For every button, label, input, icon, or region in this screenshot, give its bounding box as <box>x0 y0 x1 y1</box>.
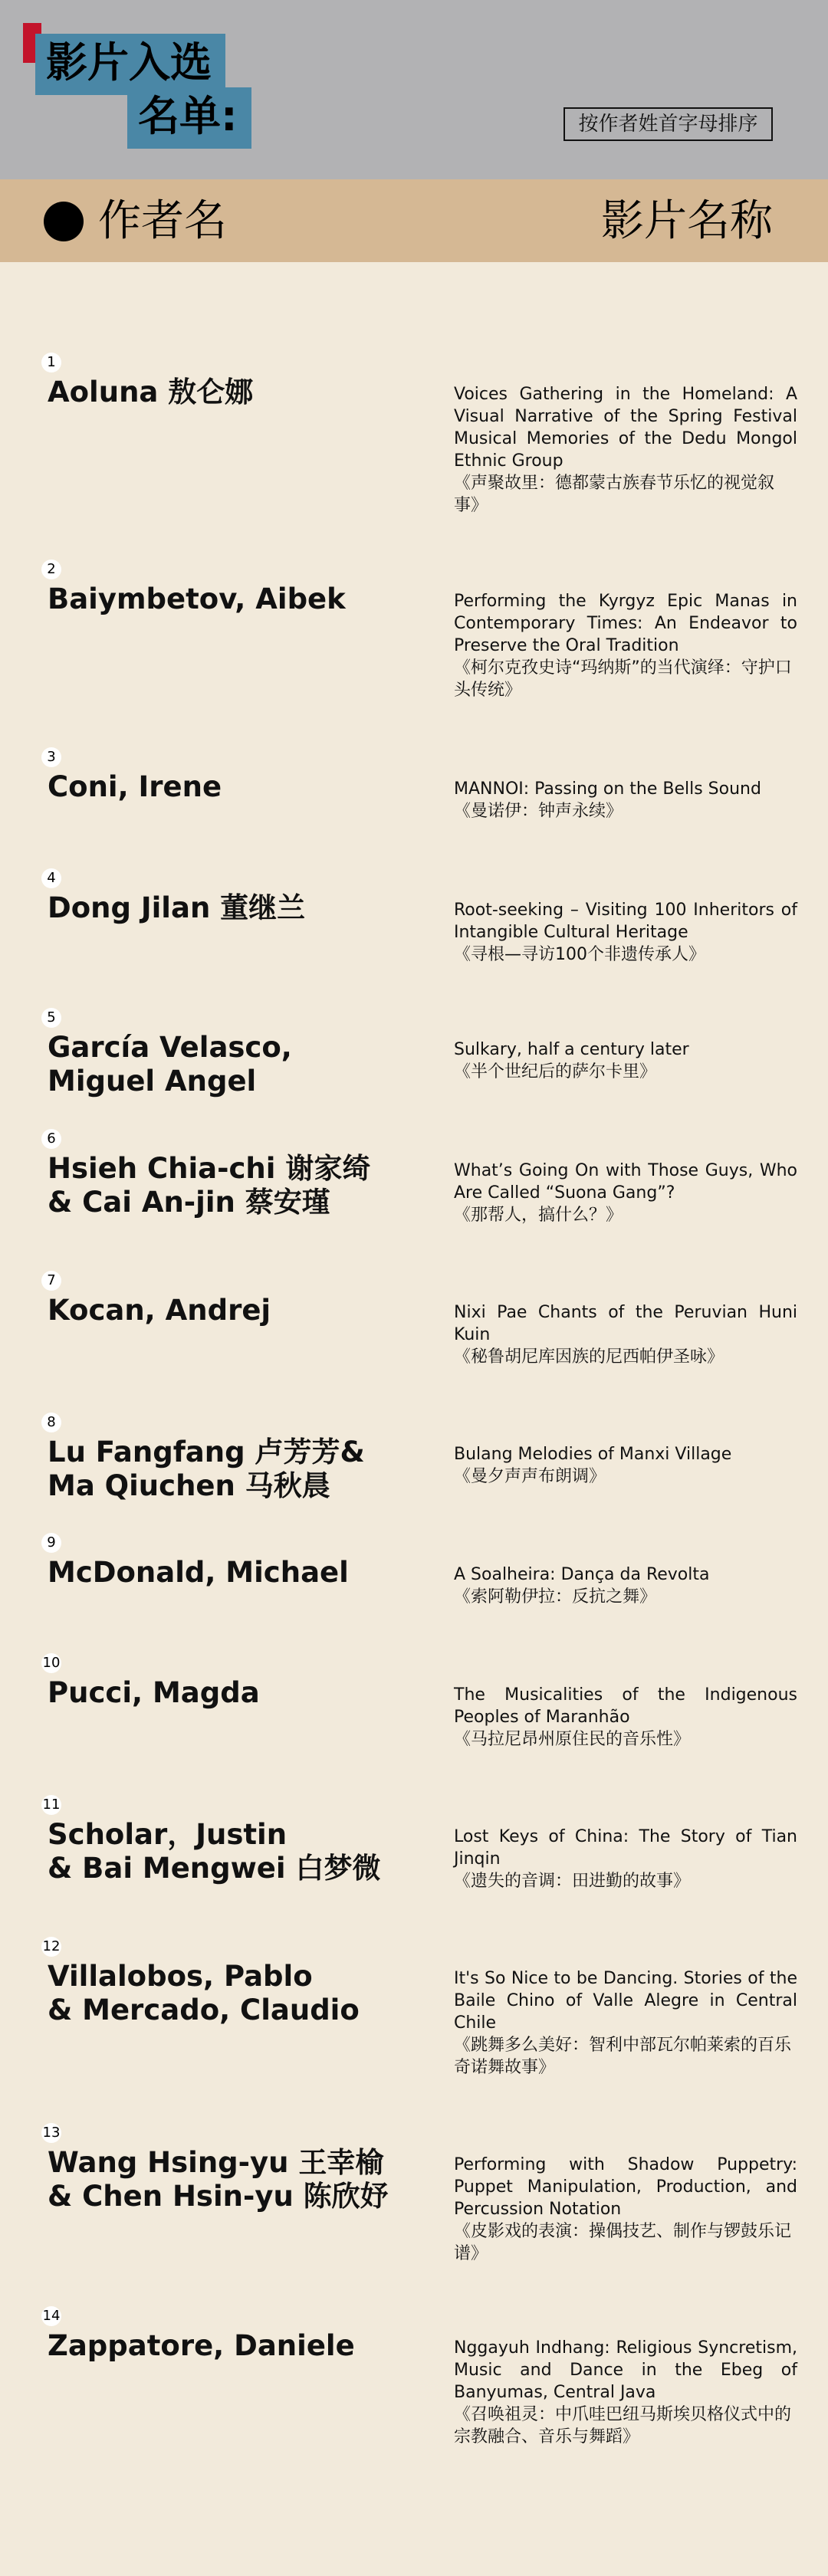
entry-number: 11 <box>41 1795 61 1815</box>
film-title-en: Performing with Shadow Puppetry: Puppet Manipulation, Production, and Percussion Notation <box>454 2155 797 2219</box>
author-name: Villalobos, Pablo & Mercado, Claudio <box>48 1960 360 2026</box>
film-title-zh: 《召唤祖灵：中爪哇巴纽马斯埃贝格仪式中的宗教融合、音乐与舞蹈》 <box>454 2405 792 2446</box>
author-name: Wang Hsing-yu 王幸榆 & Chen Hsin-yu 陈欣妤 <box>48 2146 389 2213</box>
film-title-en: Nixi Pae Chants of the Peruvian Huni Kuin <box>454 1303 797 1344</box>
entry-number: 2 <box>41 560 61 579</box>
author-name: García Velasco, Miguel Angel <box>48 1031 292 1098</box>
film-title-zh: 《马拉尼昂州原住民的音乐性》 <box>454 1730 691 1749</box>
entry-number: 4 <box>41 868 61 888</box>
entry-number: 9 <box>41 1533 61 1553</box>
film-title <box>454 1564 797 1608</box>
film-title <box>454 590 797 701</box>
author-column-header: 作者名 <box>98 196 227 246</box>
film-title-zh: 《索阿勒伊拉：反抗之舞》 <box>454 1587 657 1606</box>
author-name: Scholar，Justin & Bai Mengwei 白梦微 <box>48 1818 381 1885</box>
entry-number: 1 <box>41 353 61 372</box>
author-name: Baiymbetov, Aibek <box>48 582 346 615</box>
film-title <box>454 1160 797 1226</box>
entry-number: 12 <box>41 1937 61 1957</box>
film-title <box>454 778 797 822</box>
film-title-zh: 《曼诺伊：钟声永续》 <box>454 802 623 821</box>
film-title-en: Lost Keys of China: The Story of Tian Jinqin <box>454 1827 797 1869</box>
author-name: Aoluna 敖仑娜 <box>48 376 254 409</box>
entry-number: 13 <box>41 2123 61 2143</box>
film-title <box>454 1301 797 1368</box>
entry-number: 10 <box>41 1653 61 1673</box>
author-name: Dong Jilan 董继兰 <box>48 891 306 924</box>
film-title <box>454 899 797 966</box>
film-title-zh: 《柯尔克孜史诗“玛纳斯”的当代演绎：守护口头传统》 <box>454 658 792 700</box>
film-title-en: A Soalheira: Dança da Revolta <box>454 1565 710 1584</box>
film-title-en: Bulang Melodies of Manxi Village <box>454 1445 732 1464</box>
film-title-zh: 《曼夕声声布朗调》 <box>454 1467 606 1486</box>
film-title-zh: 《跳舞多么美好：智利中部瓦尔帕莱索的百乐奇诺舞故事》 <box>454 2036 792 2077</box>
film-title-zh: 《遗失的音调：田进勤的故事》 <box>454 1872 691 1891</box>
film-title-zh: 《半个世纪后的萨尔卡里》 <box>454 1062 657 1081</box>
page-title-line2: 名单: <box>127 87 251 149</box>
film-title <box>454 383 797 517</box>
film-title <box>454 1684 797 1751</box>
film-title-en: Performing the Kyrgyz Epic Manas in Contemporary Times: An Endeavor to Preserve the Oral Tradition <box>454 592 797 655</box>
film-column-header: 影片名称 <box>601 196 773 246</box>
entry-number: 8 <box>41 1413 61 1432</box>
film-title <box>454 1826 797 1892</box>
film-title-en: What’s Going On with Those Guys, Who Are Called “Suona Gang”? <box>454 1161 797 1203</box>
author-name: Coni, Irene <box>48 770 222 803</box>
author-name: Lu Fangfang 卢芳芳& Ma Qiuchen 马秋晨 <box>48 1436 365 1502</box>
film-title-zh: 《皮影戏的表演：操偶技艺、制作与锣鼓乐记谱》 <box>454 2222 792 2263</box>
film-title <box>454 2337 797 2448</box>
film-title-en: MANNOI: Passing on the Bells Sound <box>454 779 761 799</box>
film-title <box>454 2154 797 2265</box>
author-name: Kocan, Andrej <box>48 1294 271 1327</box>
film-title <box>454 1967 797 2079</box>
entry-number: 6 <box>41 1129 61 1149</box>
film-title-zh: 《那帮人，搞什么？》 <box>454 1206 623 1225</box>
author-name: Zappatore, Daniele <box>48 2329 355 2362</box>
film-title-en: Voices Gathering in the Homeland: A Visual Narrative of the Spring Festival Musical Memories of the Dedu Mongol Ethnic Group <box>454 385 797 471</box>
page-title-line1: 影片入选 <box>35 34 225 95</box>
author-name: Hsieh Chia-chi 谢家绮 & Cai An-jin 蔡安瑾 <box>48 1152 371 1219</box>
entry-number: 7 <box>41 1271 61 1291</box>
author-name: Pucci, Magda <box>48 1676 260 1709</box>
author-name: McDonald, Michael <box>48 1556 349 1589</box>
entry-number: 5 <box>41 1008 61 1028</box>
film-title-en: Root-seeking – Visiting 100 Inheritors of Intangible Cultural Heritage <box>454 901 797 942</box>
entry-number: 3 <box>41 747 61 767</box>
film-title-zh: 《秘鲁胡尼库因族的尼西帕伊圣咏》 <box>454 1347 724 1367</box>
film-title-en: Nggayuh Indhang: Religious Syncretism, Music and Dance in the Ebeg of Banyumas, Central Java <box>454 2338 797 2402</box>
bullet-icon <box>44 202 84 241</box>
entry-number: 14 <box>41 2306 61 2326</box>
sort-note: 按作者姓首字母排序 <box>564 107 773 141</box>
film-title-zh: 《声聚故里：德都蒙古族春节乐忆的视觉叙事》 <box>454 474 775 515</box>
film-title <box>454 1039 797 1083</box>
film-title-zh: 《寻根—寻访100个非遗传承人》 <box>454 945 705 964</box>
film-title <box>454 1443 797 1488</box>
film-title-en: The Musicalities of the Indigenous Peoples of Maranhão <box>454 1685 797 1727</box>
film-title-en: Sulkary, half a century later <box>454 1040 689 1059</box>
film-title-en: It's So Nice to be Dancing. Stories of the Baile Chino of Valle Alegre in Central Chile <box>454 1969 797 2033</box>
